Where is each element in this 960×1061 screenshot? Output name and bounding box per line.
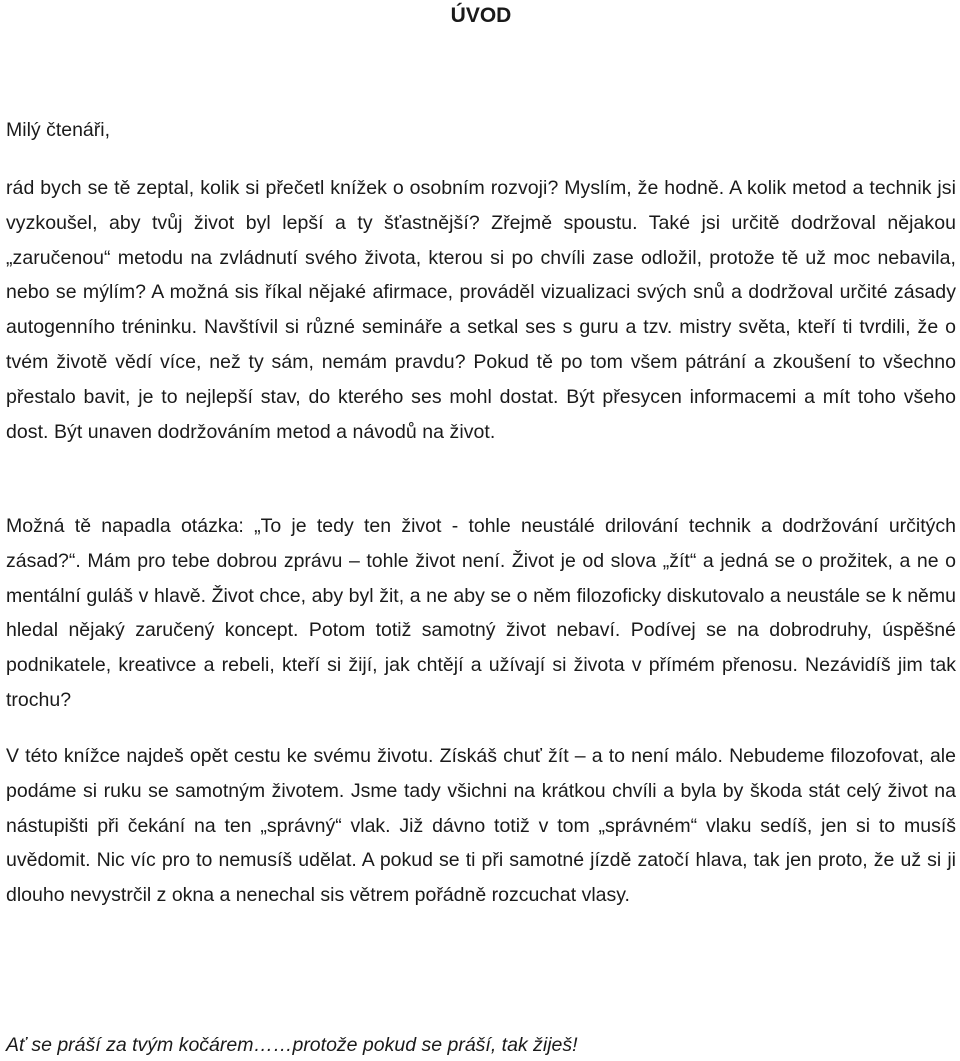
paragraph-1: rád bych se tě zeptal, kolik si přečetl knížek o osobním rozvoji? Myslím, že hodně. A kolik metod a technik jsi vyzkoušel, aby tvůj život byl lepší a ty šťastnější? Zřejmě spoustu. Také jsi určitě dodržoval nějakou „zaručenou“ metodu na zvládnutí svého života, kterou si po chvíli zase odložil, protože tě už moc nebavila, nebo se mýlím? A možná sis říkal nějaké afirmace, prováděl vizualizaci svých snů a dodržoval určité zásady autogenního tréninku. Navštívil si různé semináře a setkal ses s guru a tzv. mistry světa, kteří ti tvrdili, že o tvém životě vědí více, než ty sám, nemám pravdu? Pokud tě po tom všem pátrání a zkoušení to všechno přestalo bavit, je to nejlepší stav, do kterého ses mohl dostat. Být přesycen informacemi a mít toho všeho dost. Být unaven dodržováním metod a návodů na život.: [6, 177, 956, 443]
salutation: Milý čtenáři,: [6, 119, 111, 141]
paragraph-3: V této knížce najdeš opět cestu ke svému životu. Získáš chuť žít – a to není málo. Nebudeme filozofovat, ale podáme si ruku se samotným životem. Jsme tady všichni na krátkou chvíli a byla by škoda stát celý život na nástupišti při čekání na ten „správný“ vlak. Již dávno totiž v tom „správném“ vlaku sedíš, jen si to musíš uvědomit. Nic víc pro to nemusíš udělat. A pokud se ti při samotné jízdě zatočí hlava, tak jen proto, že už si ji dlouho nevystrčil z okna a nenechal sis větrem pořádně rozcuchat vlasy.: [6, 745, 956, 907]
closing-line: Ať se práší za tvým kočárem……protože pokud se práší, tak žiješ!: [6, 1034, 578, 1056]
page-title: ÚVOD: [450, 4, 512, 27]
paragraph-2: Možná tě napadla otázka: „To je tedy ten život - tohle neustálé drilování technik a dodržování určitých zásad?“. Mám pro tebe dobrou zprávu – tohle život není. Život je od slova „žít“ a jedná se o prožitek, a ne o mentální guláš v hlavě. Život chce, aby byl žit, a ne aby se o něm filozoficky diskutovalo a neustále se k němu hledal nějaký zaručený koncept. Potom totiž samotný život nebaví. Podívej se na dobrodruhy, úspěšné podnikatele, kreativce a rebeli, kteří si žijí, jak chtějí a užívají si života v přímém přenosu. Nezávidíš jim tak trochu?: [6, 515, 956, 711]
